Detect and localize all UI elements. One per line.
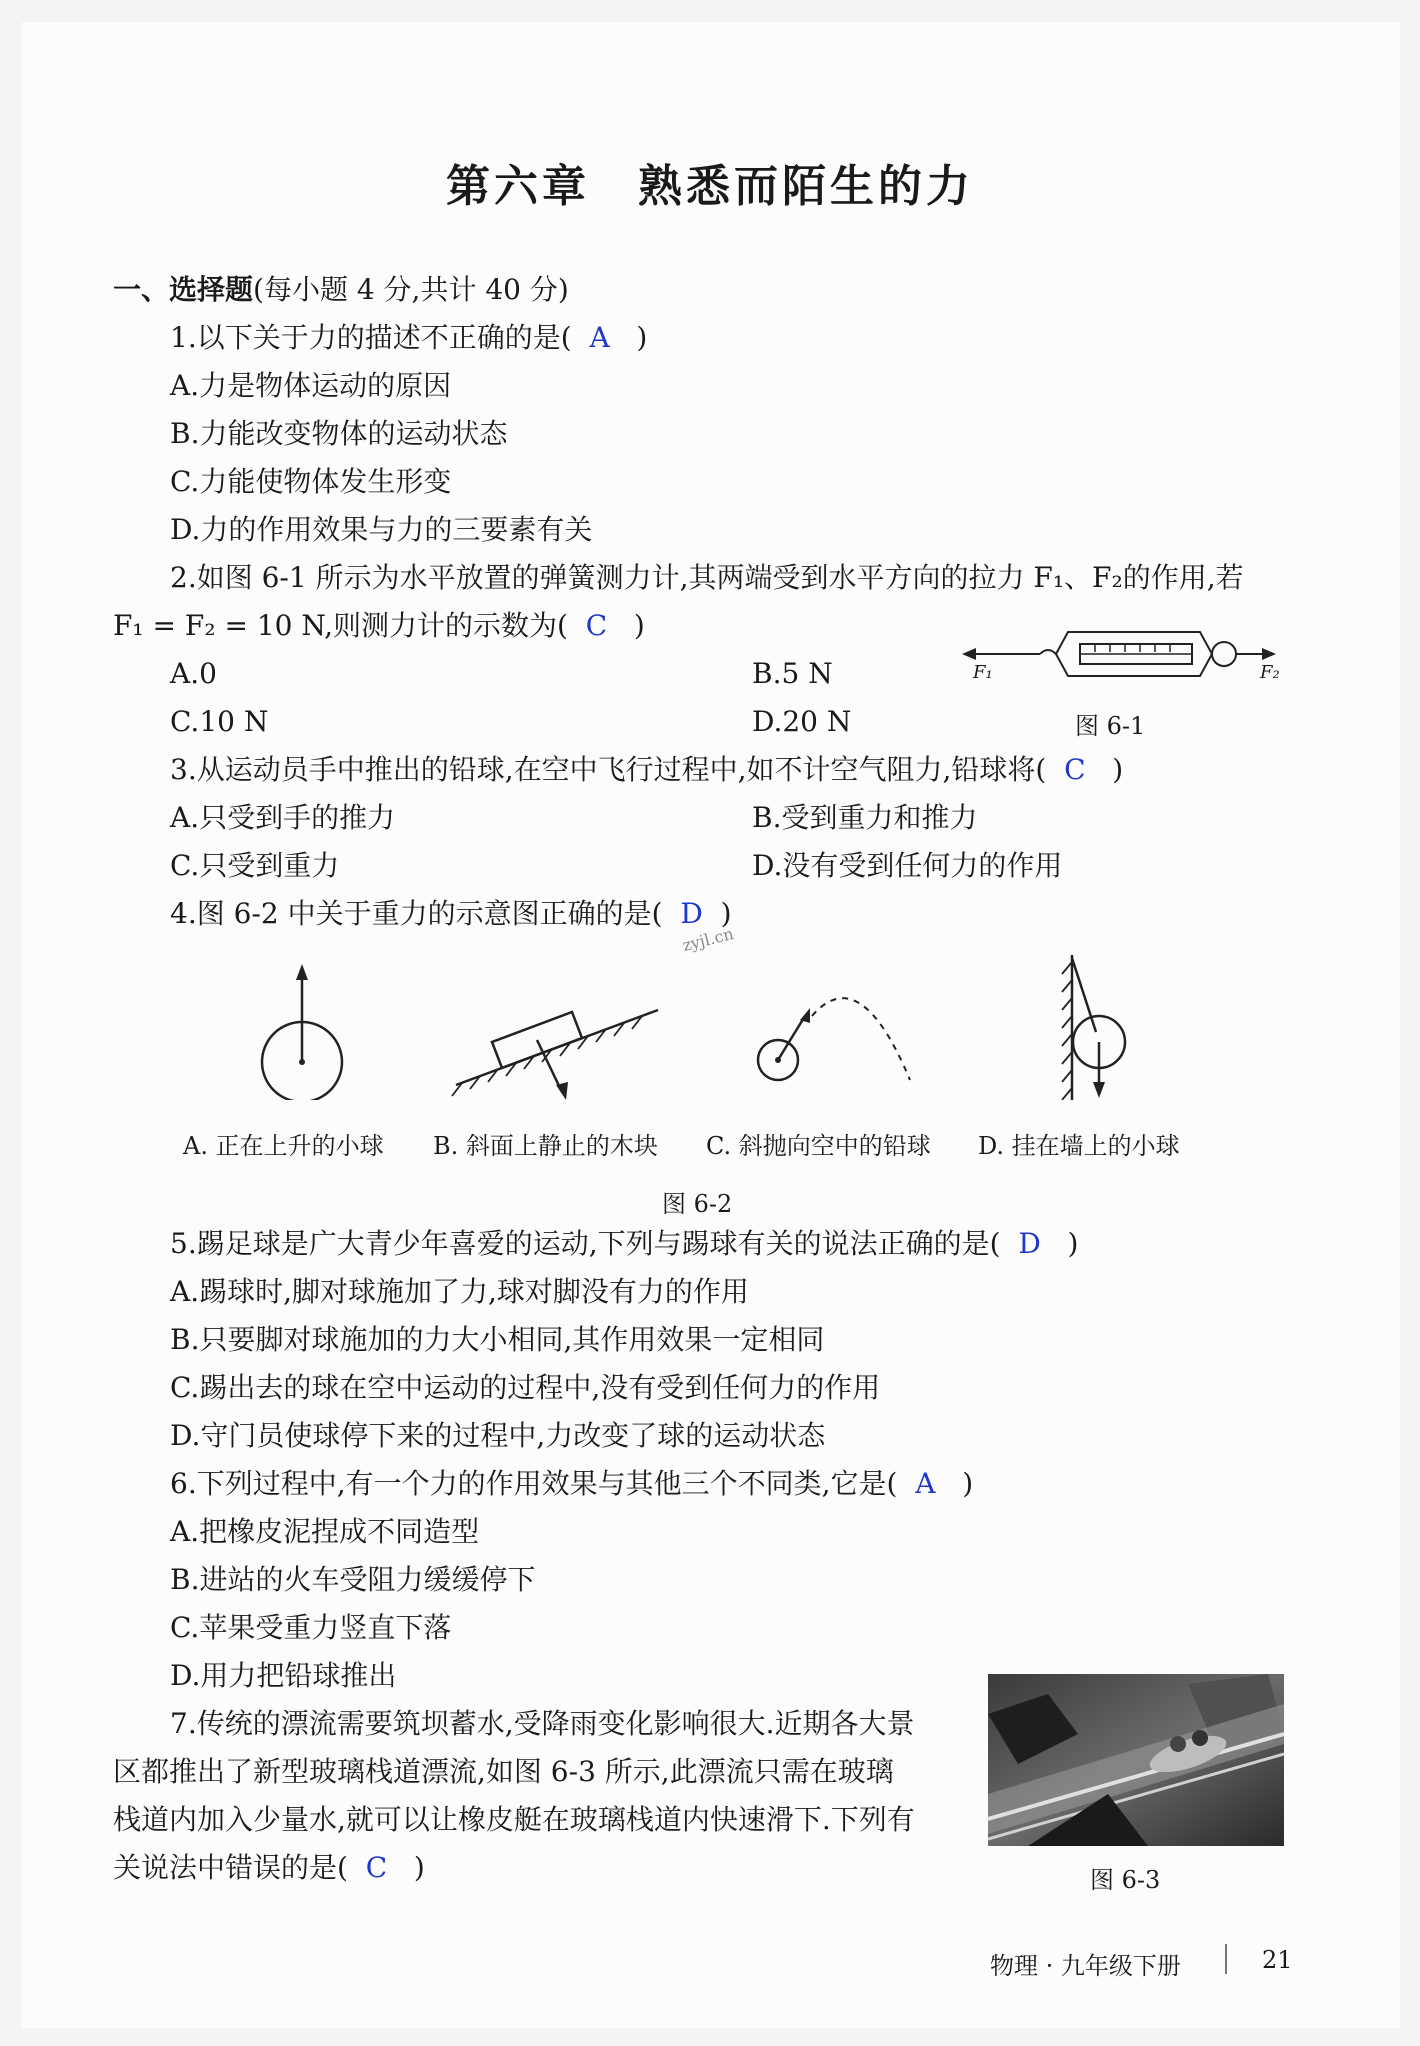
q3-option-d: D.没有受到任何力的作用 xyxy=(752,849,1063,882)
q3-close: ) xyxy=(1112,753,1124,786)
q1-option-b: B.力能改变物体的运动状态 xyxy=(170,417,508,450)
diagram-c-label: C. 斜抛向空中的铅球 xyxy=(706,1132,931,1160)
figure-6-1-caption: 图 6-1 xyxy=(1075,712,1146,740)
diagram-b-label: B. 斜面上静止的木块 xyxy=(433,1132,658,1160)
q1-option-d: D.力的作用效果与力的三要素有关 xyxy=(170,513,593,546)
q6-option-d: D.用力把铅球推出 xyxy=(170,1659,397,1692)
figure-6-3-caption: 图 6-3 xyxy=(1090,1866,1161,1894)
q5-stem xyxy=(170,1224,1078,1264)
q3-stem xyxy=(170,750,1123,790)
f2-label: F₂ xyxy=(1260,662,1280,683)
watermark: zyjl.cn xyxy=(680,924,736,955)
q1-stem xyxy=(170,318,647,358)
diagram-a-label: A. 正在上升的小球 xyxy=(183,1132,384,1160)
glass-slide-photo xyxy=(988,1674,1284,1846)
q7-line-1: 7.传统的漂流需要筑坝蓄水,受降雨变化影响很大.近期各大景 xyxy=(170,1707,915,1740)
q2-stem-text: F₁ = F₂ = 10 N,则测力计的示数为( xyxy=(113,609,568,642)
q3-option-b: B.受到重力和推力 xyxy=(752,801,978,834)
figure-6-2-diagrams xyxy=(240,950,1160,1100)
f1-label: F₁ xyxy=(973,662,993,683)
q6-option-a: A.把橡皮泥捏成不同造型 xyxy=(170,1515,480,1548)
q6-stem-text: 6.下列过程中,有一个力的作用效果与其他三个不同类,它是( xyxy=(170,1467,898,1500)
section-label: 一、选择题 xyxy=(113,273,254,306)
q2-stem-line2 xyxy=(113,606,645,646)
q4-stem-text: 4.图 6-2 中关于重力的示意图正确的是( xyxy=(170,897,663,930)
q5-close: ) xyxy=(1067,1227,1079,1260)
q5-stem-text: 5.踢足球是广大青少年喜爱的运动,下列与踢球有关的说法正确的是( xyxy=(170,1227,1001,1260)
q6-option-b: B.进站的火车受阻力缓缓停下 xyxy=(170,1563,536,1596)
q5-option-b: B.只要脚对球施加的力大小相同,其作用效果一定相同 xyxy=(170,1323,825,1356)
q4-answer: D xyxy=(680,897,703,930)
section-header xyxy=(113,270,569,310)
q6-close: ) xyxy=(962,1467,974,1500)
diagram-d-ball-on-wall xyxy=(1062,955,1125,1100)
q4-stem xyxy=(170,894,732,934)
q7-close: ) xyxy=(413,1851,425,1884)
q5-option-a: A.踢球时,脚对球施加了力,球对脚没有力的作用 xyxy=(170,1275,749,1308)
q7-line-3: 栈道内加入少量水,就可以让橡皮艇在玻璃栈道内快速滑下.下列有 xyxy=(113,1803,915,1836)
q7-line-4 xyxy=(113,1848,425,1888)
q2-answer: C xyxy=(585,609,608,642)
q7-last-text: 关说法中错误的是( xyxy=(113,1851,348,1884)
q6-stem xyxy=(170,1464,973,1504)
page-number: 21 xyxy=(1262,1946,1293,1974)
q5-answer: D xyxy=(1018,1227,1041,1260)
diagram-c-thrown-shot xyxy=(758,998,910,1080)
q4-close: ) xyxy=(720,897,732,930)
q1-stem-text: 1.以下关于力的描述不正确的是( xyxy=(170,321,572,354)
q6-option-c: C.苹果受重力竖直下落 xyxy=(170,1611,452,1644)
q3-option-c: C.只受到重力 xyxy=(170,849,340,882)
diagram-a-rising-ball xyxy=(262,964,342,1100)
q2-close: ) xyxy=(633,609,645,642)
q3-option-a: A.只受到手的推力 xyxy=(170,801,396,834)
footer-book-title: 物理 · 九年级下册 xyxy=(990,1952,1181,1980)
q7-answer: C xyxy=(365,1851,388,1884)
q2-option-b: B.5 N xyxy=(752,657,833,690)
diagram-d-label: D. 挂在墙上的小球 xyxy=(978,1132,1180,1160)
section-note: (每小题 4 分,共计 40 分) xyxy=(253,273,569,306)
q3-answer: C xyxy=(1064,753,1086,786)
figure-6-2-caption: 图 6-2 xyxy=(662,1190,733,1218)
q1-option-c: C.力能使物体发生形变 xyxy=(170,465,452,498)
q1-option-a: A.力是物体运动的原因 xyxy=(170,369,452,402)
q7-line-2: 区都推出了新型玻璃栈道漂流,如图 6-3 所示,此漂流只需在玻璃 xyxy=(113,1755,894,1788)
q1-close: ) xyxy=(636,321,648,354)
q5-option-d: D.守门员使球停下来的过程中,力改变了球的运动状态 xyxy=(170,1419,826,1452)
diagram-b-block-on-incline xyxy=(452,1010,658,1100)
q2-option-c: C.10 N xyxy=(170,705,269,738)
q5-option-c: C.踢出去的球在空中运动的过程中,没有受到任何力的作用 xyxy=(170,1371,881,1404)
q2-option-a: A.0 xyxy=(170,657,217,690)
q2-option-d: D.20 N xyxy=(752,705,852,738)
q3-stem-text: 3.从运动员手中推出的铅球,在空中飞行过程中,如不计空气阻力,铅球将( xyxy=(170,753,1047,786)
footer-divider xyxy=(1225,1944,1227,1974)
spring-balance-figure xyxy=(960,622,1280,692)
q1-answer: A xyxy=(589,321,610,354)
q6-answer: A xyxy=(915,1467,936,1500)
q2-stem-line1: 2.如图 6-1 所示为水平放置的弹簧测力计,其两端受到水平方向的拉力 F₁、F₂的作用,若 xyxy=(170,561,1244,594)
chapter-title: 第六章 熟悉而陌生的力 xyxy=(446,161,974,212)
